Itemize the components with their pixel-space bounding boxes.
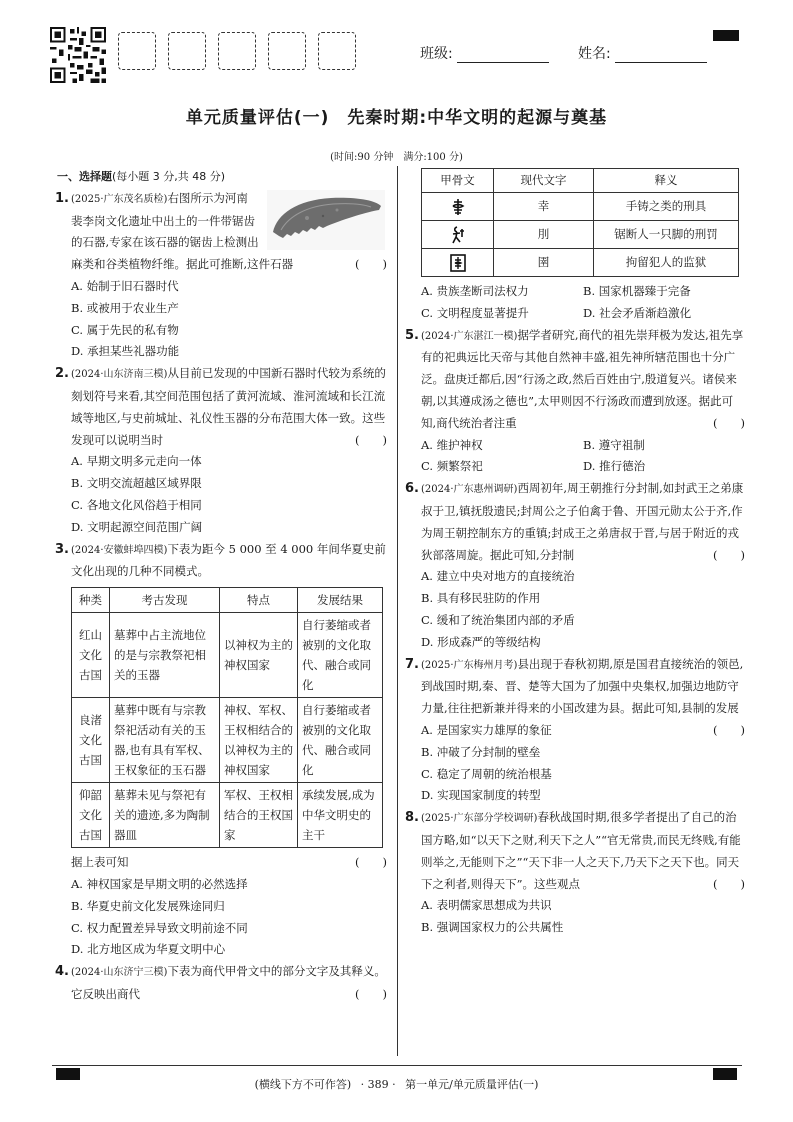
question-number: 4.: [55, 964, 69, 980]
table-cell: 自行萎缩或者被别的文化取代、融合或同化: [298, 613, 383, 698]
table-row: [72, 698, 383, 783]
answer-code-boxes: [118, 32, 356, 70]
footer-rule: [52, 1065, 742, 1066]
question-number: 3.: [55, 541, 69, 557]
qr-code: [50, 27, 106, 83]
table-cell: 幸: [494, 193, 594, 221]
question-number: 8.: [405, 810, 419, 826]
footer-note: (横线下方不可作答): [254, 1078, 352, 1091]
question-source: (2024·山东济南三模): [71, 369, 168, 381]
table-header: 现代文字: [494, 169, 594, 193]
table-cell: 军权、王权相结合的王权国家: [220, 783, 298, 848]
table-cell: 墓葬未见与祭祀有关的遗迹,多为陶制器皿: [110, 783, 220, 848]
question-2: [57, 363, 387, 451]
option[interactable]: C. 各地文化风俗趋于相同: [71, 497, 202, 512]
option[interactable]: A. 始制于旧石器时代: [71, 278, 179, 293]
option[interactable]: B. 具有移民驻防的作用: [421, 591, 541, 606]
option[interactable]: B. 文明交流超越区域界限: [71, 476, 202, 491]
question-3-lead: [57, 852, 387, 874]
question-stem: 县出现于春秋初期,原是国君直接统治的领邑,到战国时期,秦、晋、楚等大国为了加强中央集权,加强边地防守力量,往往把新兼并得来的小国改建为县。据此可知,县制的发展: [421, 656, 744, 716]
option-row: [407, 281, 745, 303]
option[interactable]: D. 北方地区成为华夏文明中心: [71, 942, 226, 957]
name-line[interactable]: [615, 47, 707, 63]
answer-blank[interactable]: ( ): [713, 415, 745, 430]
code-box: [218, 32, 256, 70]
question-source: (2025·广东茂名质检): [71, 193, 168, 205]
option[interactable]: C. 属于先民的私有物: [71, 322, 179, 337]
option[interactable]: B. 遵守祖制: [583, 437, 645, 452]
question-source: (2024·广东惠州调研): [421, 484, 518, 496]
option[interactable]: A. 建立中央对地方的直接统治: [421, 569, 575, 584]
question-3: [57, 539, 387, 584]
option[interactable]: C. 缓和了统治集团内部的矛盾: [421, 612, 575, 627]
question-source: (2024·山东济宁三模): [71, 967, 168, 979]
table-cell: 红山文化古国: [72, 613, 110, 698]
option-row: [407, 456, 745, 478]
question-stem: 西周初年,周王朝推行分封制,如封武王之弟康叔于卫,镇抚殷遗民;封周公之子伯禽于鲁、开国元勋太公于齐,作为周王朝控制东方的重镇;封成王之弟唐叔于晋,与居于附近的戎狄部落周旋。据此可知,分封制: [421, 481, 744, 562]
question-stem: 据学者研究,商代的祖先崇拜极为发达,祖先享有的祀典远比天帝与其他自然神丰盛,祖先神所辖范围也十分广泛。盘庚迁都后,因“行汤之政,然后百姓由宁,殷道复兴。诸侯来朝,以其遵成汤之德也”,太甲则因不行汤政而遭到放逐。据此可知,商代统治者注重: [421, 327, 744, 430]
exam-meta: (时间:90 分钟 满分:100 分): [330, 152, 463, 163]
table-cell: 墓葬中占主流地位的是与宗教祭祀相关的玉器: [110, 613, 220, 698]
option[interactable]: D. 社会矛盾渐趋激化: [583, 305, 692, 320]
table-header: 甲骨文: [422, 169, 494, 193]
table-row: [422, 249, 739, 277]
table-header: 种类: [72, 588, 110, 613]
table-cell: 刖: [494, 221, 594, 249]
left-column: [57, 166, 387, 1006]
question-stem: 下表为距今 5 000 至 4 000 年间华夏史前文化出现的几种不同模式。: [71, 541, 386, 579]
table-cell: 拘留犯人的监狱: [594, 249, 739, 277]
table-row: [422, 193, 739, 221]
question-source: (2024·广东湛江一模): [421, 330, 518, 342]
question-stem: 春秋战国时期,很多学者提出了自己的治国方略,如“以天下之财,利天下之人”“官无常贵,而民无终贱,有能则举之,无能则下之”“天下非一人之天下,乃天下之天下也。同天下之利者,则得天下”。这些观点: [421, 810, 741, 891]
answer-blank[interactable]: ( ): [355, 257, 387, 272]
culture-table: [71, 587, 383, 848]
table-row: [72, 783, 383, 848]
table-row: [72, 613, 383, 698]
answer-blank[interactable]: ( ): [355, 986, 387, 1001]
table-cell: 锯断人一只脚的刑罚: [594, 221, 739, 249]
option[interactable]: B. 国家机器臻于完备: [583, 284, 691, 298]
table-cell: 良渚文化古国: [72, 698, 110, 783]
option[interactable]: B. 或被用于农业生产: [71, 300, 179, 315]
question-number: 5.: [405, 327, 419, 343]
oracle-yue-glyph: [448, 225, 468, 245]
question-4: [57, 961, 387, 1006]
question-number: 6.: [405, 481, 419, 497]
code-box: [118, 32, 156, 70]
table-cell: 承续发展,成为中华文明史的主干: [298, 783, 383, 848]
question-source: (2025·广东梅州月考): [421, 659, 518, 671]
option[interactable]: A. 维护神权: [421, 437, 483, 452]
option[interactable]: A. 表明儒家思想成为共识: [421, 898, 552, 913]
question-number: 7.: [405, 656, 419, 672]
question-source: (2024·安徽蚌埠四模): [71, 544, 168, 556]
class-label: 班级:: [420, 46, 453, 62]
option[interactable]: C. 文明程度显著提升: [421, 305, 529, 320]
option[interactable]: A. 早期文明多元走向一体: [71, 454, 202, 469]
option[interactable]: A. 贵族垄断司法权力: [421, 284, 529, 298]
table-header: 考古发现: [110, 588, 220, 613]
table-cell: 仰韶文化古国: [72, 783, 110, 848]
section-heading: [57, 166, 387, 188]
answer-blank[interactable]: ( ): [355, 855, 387, 870]
question-lead: 据上表可知: [71, 855, 129, 870]
section-note: (每小题 3 分,共 48 分): [112, 170, 226, 183]
question-stem: 下表为商代甲骨文中的部分文字及其释义。它反映出商代: [71, 964, 386, 1001]
footer-unit: 第一单元/单元质量评估(一): [405, 1078, 539, 1091]
table-cell: 神权、军权、王权相结合的以神权为主的神权国家: [220, 698, 298, 783]
table-header: 发展结果: [298, 588, 383, 613]
table-cell: [422, 221, 494, 249]
table-cell: 以神权为主的神权国家: [220, 613, 298, 698]
page-title: 单元质量评估(一) 先秦时期:中华文明的起源与奠基: [185, 108, 608, 128]
option[interactable]: A. 是国家实力雄厚的象征: [421, 722, 552, 737]
question-6: [407, 478, 745, 566]
table-cell: [422, 249, 494, 277]
name-label: 姓名:: [578, 46, 611, 62]
answer-blank[interactable]: ( ): [713, 547, 745, 562]
oracle-xing-glyph: [448, 197, 468, 217]
name-field: [578, 43, 707, 63]
section-label: 一、选择题: [57, 170, 112, 183]
question-stem: 右图所示为河南裴李岗文化遗址中出土的一件带锯齿的石器,专家在该石器的锯齿上检测出麻类和谷类植物纤维。据此可推断,这件石器: [71, 190, 294, 272]
question-stem: 从目前已发现的中国新石器时代较为系统的刻划符号来看,其空间范围包括了黄河流域、淮河流域和长江流域等地区,与史前城址、礼仪性玉器的分布范围大体一致。这些发现可以说明当时: [71, 366, 386, 447]
question-number: 2.: [55, 366, 69, 382]
column-divider: [397, 166, 398, 1056]
table-cell: 墓葬中既有与宗教祭祀活动有关的玉器,也有具有军权、王权象征的玉石器: [110, 698, 220, 783]
answer-blank[interactable]: ( ): [713, 876, 745, 891]
right-column: [407, 166, 745, 939]
page-footer: [0, 1076, 793, 1092]
option[interactable]: D. 推行德治: [583, 459, 646, 474]
class-line[interactable]: [457, 47, 549, 63]
option[interactable]: D. 实现国家制度的转型: [421, 788, 541, 803]
question-number: 1.: [55, 190, 69, 206]
answer-blank[interactable]: ( ): [355, 432, 387, 447]
stone-sickle-image: [267, 190, 385, 250]
oracle-bone-table: [421, 168, 739, 277]
question-source: (2025·广东部分学校调研): [421, 813, 538, 825]
class-field: [420, 43, 549, 63]
code-box: [168, 32, 206, 70]
table-header: 特点: [220, 588, 298, 613]
option[interactable]: C. 权力配置差异导致文明前途不同: [71, 920, 248, 935]
option[interactable]: D. 承担某些礼器功能: [71, 344, 180, 359]
question-5: [407, 325, 745, 435]
registration-mark: [713, 30, 739, 41]
table-cell: [422, 193, 494, 221]
option[interactable]: D. 文明起源空间范围广阔: [71, 519, 203, 534]
table-row: [422, 221, 739, 249]
page-number: · 389 ·: [360, 1078, 396, 1091]
option[interactable]: B. 冲破了分封制的壁垒: [421, 744, 541, 759]
question-8: [407, 807, 745, 895]
code-box: [268, 32, 306, 70]
option[interactable]: D. 形成森严的等级结构: [421, 634, 541, 649]
code-box: [318, 32, 356, 70]
option[interactable]: A. 神权国家是早期文明的必然选择: [71, 876, 248, 891]
table-cell: 自行萎缩或者被别的文化取代、融合或同化: [298, 698, 383, 783]
answer-blank[interactable]: ( ): [713, 722, 745, 737]
table-header: 释义: [594, 169, 739, 193]
table-cell: 圉: [494, 249, 594, 277]
option[interactable]: B. 强调国家权力的公共属性: [421, 920, 564, 935]
question-1: [57, 188, 387, 276]
option[interactable]: C. 频繁祭祀: [421, 459, 483, 474]
option[interactable]: C. 稳定了周朝的统治根基: [421, 766, 552, 781]
option-row: [407, 303, 745, 325]
option-row: [407, 435, 745, 457]
oracle-yu-glyph: [448, 253, 468, 273]
option[interactable]: B. 华夏史前文化发展殊途同归: [71, 898, 225, 913]
table-cell: 手铸之类的刑具: [594, 193, 739, 221]
